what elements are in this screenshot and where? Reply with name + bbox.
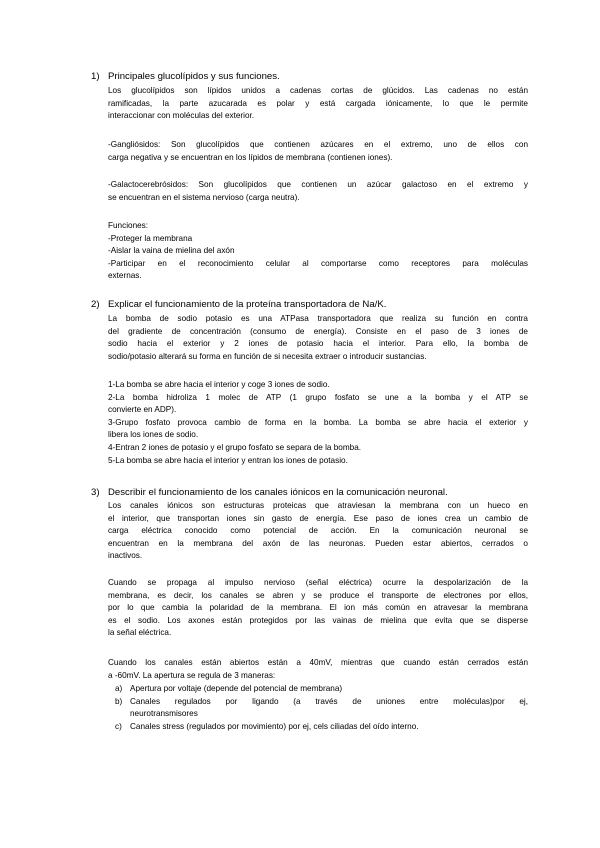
section-title: Explicar el funcionamiento de la proteína transportadora de Na/K.: [108, 299, 387, 310]
text-line: membrana, es decir, los canales se abren y se produce el transporte de electrones por ellos,: [108, 590, 528, 600]
list-marker: b): [115, 696, 123, 706]
text-line: -Proteger la membrana: [108, 233, 193, 243]
text-line: se encuentran en el sistema nervioso (carga neutra).: [108, 192, 300, 202]
text-line: a -60mV. La apertura se regula de 3 maneras:: [108, 670, 276, 680]
text-line: -Aislar la vaina de mielina del axón: [108, 246, 235, 256]
paragraph: [108, 657, 528, 682]
text-line: es el sodio. Los axones están protegidos por las vainas de mielina que evita que se disperse: [108, 615, 528, 625]
text-line: Cuando los canales están abiertos están a 40mV, mientras que cuando están cerrados están: [108, 658, 528, 667]
paragraph: [108, 220, 528, 283]
text-line: -Gangliósidos: Son glucolípidos que contienen azúcares en el extremo, uno de ellos con: [108, 140, 528, 149]
text-line: 5-La bomba se abre hacia el interior y entran los iones de potasio.: [108, 455, 348, 465]
text-line: 4-Entran 2 iones de potasio y el grupo fosfato se separa de la bomba.: [108, 442, 362, 452]
text-line: 3-Grupo fosfato provoca cambio de forma en la bomba. La bomba se abre hacia el exterior y: [108, 417, 528, 427]
text-line: neurotransmisores: [130, 709, 198, 719]
text-line: por lo que cambia la polaridad de la membrana. El ion más común en atravesar la membrana: [108, 603, 528, 613]
section-number: 3): [91, 487, 100, 498]
text-line: carga eléctrica conocido como potencial de acción. En la comunicación neuronal se: [108, 526, 528, 536]
text-line: Canales regulados por ligando (a través de uniones entre moléculas)por ej,: [130, 696, 528, 706]
paragraph: [108, 379, 528, 467]
text-line: carga negativa y se encuentran en los lípidos de membrana (contienen iones).: [108, 152, 393, 162]
paragraph: [108, 313, 528, 363]
paragraph: [108, 85, 528, 123]
paragraph: [108, 179, 528, 204]
text-line: La bomba de sodio potasio es una ATPasa transportadora que realiza su función en contra: [108, 314, 528, 323]
text-line: Los canales iónicos son estructuras proteicas que atraviesan la membrana con un hueco en: [108, 501, 528, 510]
text-line: encuentran en la membrana del axón de las neuronas. Pueden estar abiertos, cerrados o: [108, 538, 528, 548]
paragraph: [108, 139, 528, 164]
paragraph: [108, 500, 528, 563]
text-line: Cuando se propaga al impulso nervioso (señal eléctrica) ocurre la despolarización de la: [108, 578, 528, 587]
text-line: interaccionar con moléculas del exterior.: [108, 111, 255, 121]
section-number: 1): [91, 71, 100, 82]
text-line: Los glucolípidos son lípidos unidos a cadenas cortas de glúcidos. Las cadenas no están: [108, 86, 528, 95]
text-line: 2-La bomba hidroliza 1 molec de ATP (1 grupo fosfato se une a la bomba y el ATP se: [108, 392, 528, 402]
text-line: libera los iones de sodio.: [108, 430, 199, 440]
section-title: Describir el funcionamiento de los canales iónicos en la comunicación neuronal.: [108, 487, 448, 498]
list-marker: c): [115, 721, 122, 731]
text-line: Apertura por voltaje (depende del potencial de membrana): [130, 684, 343, 693]
text-line: convierte en ADP).: [108, 405, 177, 415]
ordered-list: [108, 683, 528, 733]
text-line: Canales stress (regulados por movimiento) por ej, cels ciliadas del oído interno.: [130, 721, 419, 731]
text-line: -Participar en el reconocimiento celular al comportarse como receptores para moléculas: [108, 258, 528, 268]
text-line: del gradiente de concentración (consumo de energía). Consiste en el paso de 3 iones de: [108, 326, 528, 336]
text-line: externas.: [108, 271, 142, 281]
text-line: inactivos.: [108, 551, 143, 561]
text-line: -Galactocerebrósidos: Son glucolípidos que contienen un azúcar galactoso en el extremo y: [108, 180, 528, 189]
text-line: Funciones:: [108, 221, 149, 230]
list-item: [108, 696, 528, 721]
list-item: [108, 721, 528, 734]
text-line: ramificadas, la parte azucarada es polar y está cargada iónicamente, lo que le permite: [108, 98, 528, 108]
text-line: el interior, que transportan iones sin gasto de energía. Ese paso de iones crea un cambio de: [108, 513, 528, 523]
paragraph: [108, 577, 528, 640]
text-line: la señal eléctrica.: [108, 628, 172, 638]
section-title: Principales glucolípidos y sus funciones.: [108, 71, 280, 82]
list-item: [108, 683, 528, 696]
text-line: 1-La bomba se abre hacia el interior y coge 3 iones de sodio.: [108, 380, 330, 389]
text-line: sodio hacia el exterior y 2 iones de potasio hacia el interior. Para ello, la bomba de: [108, 339, 528, 349]
section-number: 2): [91, 299, 100, 310]
list-marker: a): [115, 684, 123, 693]
text-line: sodio/potasio alterará su forma en función de si necesita extraer o introducir sustancias.: [108, 351, 427, 361]
